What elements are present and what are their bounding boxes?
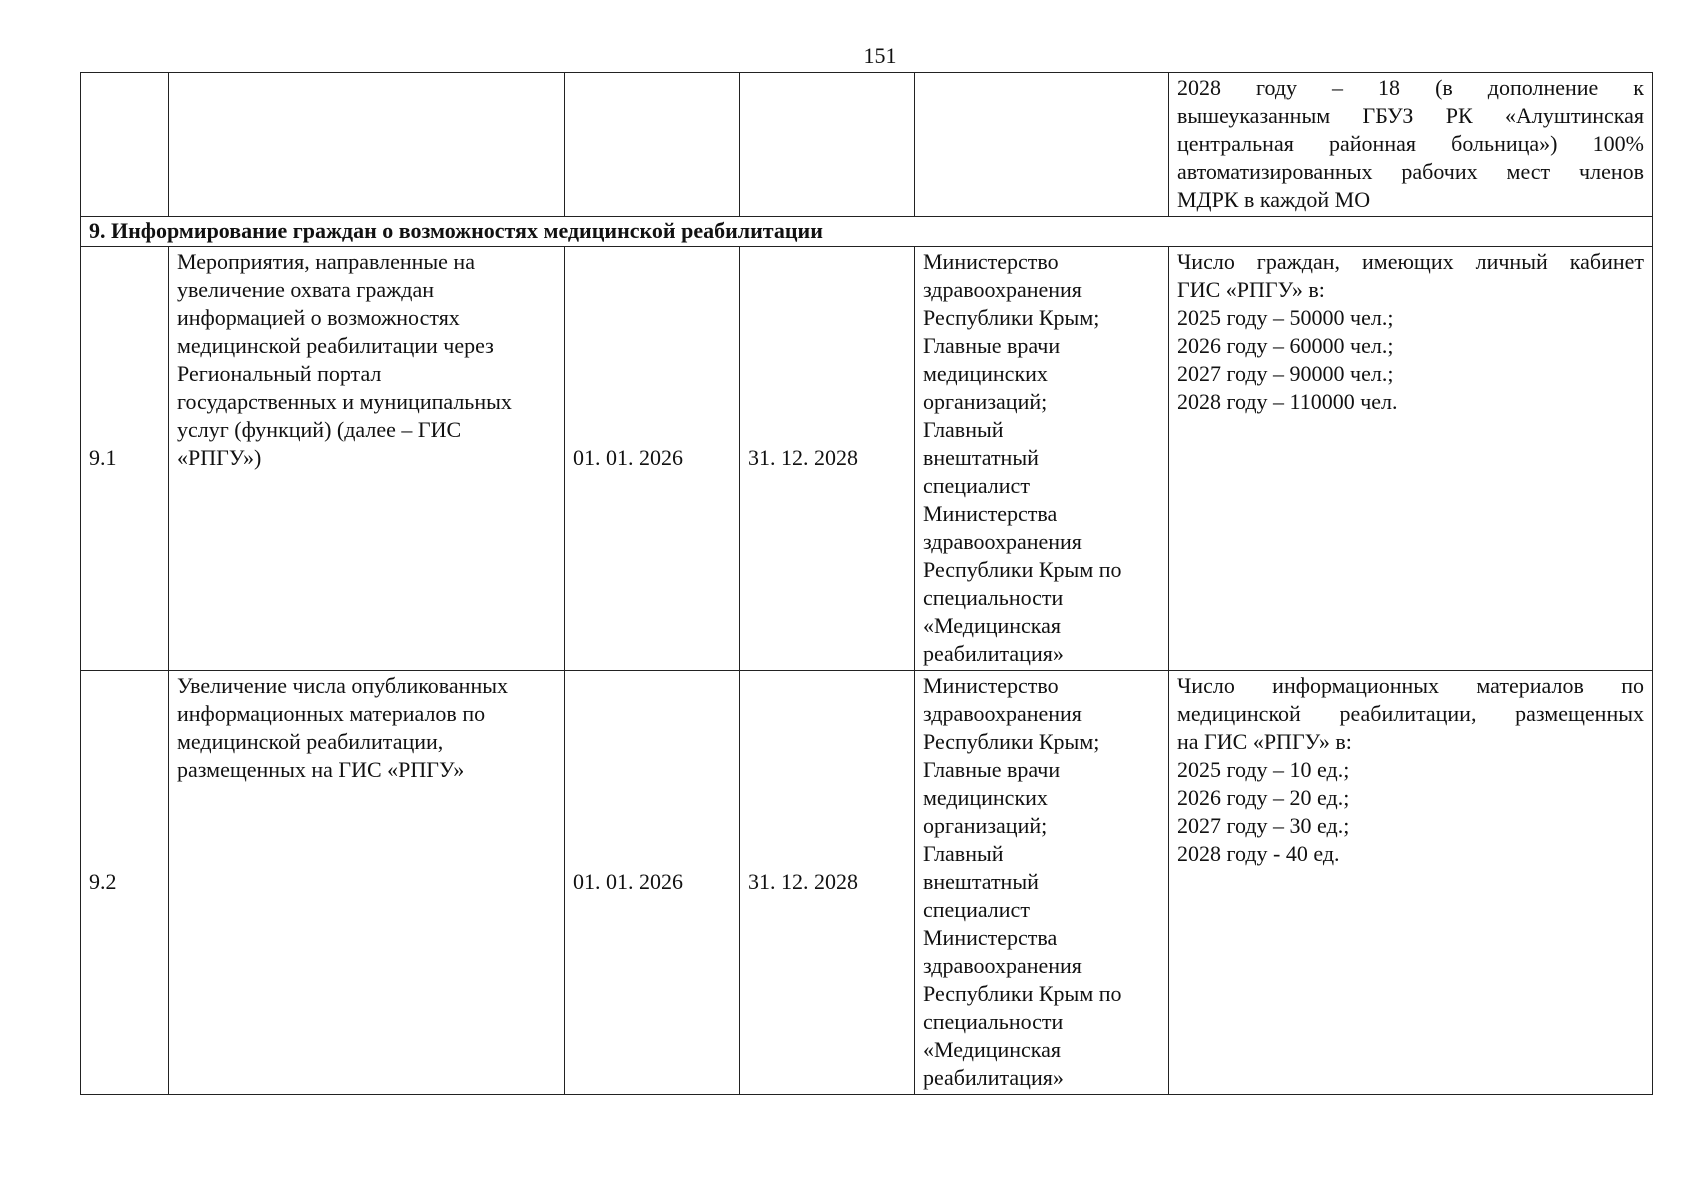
indicator-line: Число граждан, имеющих личный кабинет	[1177, 249, 1644, 274]
indicator-line: 2026 году – 20 ед.;	[1177, 785, 1350, 810]
responsible-line: Министерства	[923, 501, 1058, 526]
responsible-cell-empty	[915, 73, 1169, 217]
responsible-line: организаций;	[923, 813, 1048, 838]
indicator-line: ГИС «РПГУ» в:	[1177, 277, 1325, 302]
end-date: 31. 12. 2028	[740, 247, 915, 671]
indicator-line: 2027 году – 90000 чел.;	[1177, 361, 1394, 386]
end-date: 31. 12. 2028	[740, 671, 915, 1095]
activity-line: «РПГУ»)	[177, 445, 262, 470]
table-row	[81, 247, 1653, 671]
table-row-continuation	[81, 73, 1653, 217]
indicator-line: центральная районная больница») 100%	[1177, 131, 1644, 156]
indicator-line: 2028 году – 18 (в дополнение к	[1177, 75, 1644, 100]
activity-line: информацией о возможностях	[177, 305, 460, 330]
responsible-line: Республики Крым по	[923, 981, 1122, 1006]
indicator-line: 2028 году – 110000 чел.	[1177, 389, 1398, 414]
responsible-line: Главный	[923, 417, 1004, 442]
responsible-line: Республики Крым;	[923, 305, 1100, 330]
activity-line: государственных и муниципальных	[177, 389, 512, 414]
responsible-line: здравоохранения	[923, 529, 1082, 554]
indicator-line: Число информационных материалов по	[1177, 673, 1644, 698]
end-date-cell-empty	[740, 73, 915, 217]
indicator-line: 2025 году – 10 ед.;	[1177, 757, 1350, 782]
responsible-line: здравоохранения	[923, 701, 1082, 726]
start-date-cell-empty	[565, 73, 740, 217]
responsible-line: специалист	[923, 473, 1030, 498]
activity-line: информационных материалов по	[177, 701, 486, 726]
responsible-line: специальности	[923, 1009, 1064, 1034]
row-number: 9.1	[81, 247, 169, 671]
responsible-line: медицинских	[923, 361, 1048, 386]
plan-table	[80, 72, 1653, 1095]
responsible-line: Главные врачи	[923, 757, 1061, 782]
page-number: 151	[863, 43, 897, 68]
activity-cell-empty	[169, 73, 565, 217]
responsible-line: «Медицинская	[923, 1037, 1062, 1062]
responsible-line: «Медицинская	[923, 613, 1062, 638]
section-header-row	[81, 217, 1653, 247]
responsible-line: реабилитация»	[923, 641, 1064, 666]
indicator-cell	[1169, 671, 1653, 1095]
start-date: 01. 01. 2026	[565, 247, 740, 671]
responsible-line: организаций;	[923, 389, 1048, 414]
responsible-line: Министерство	[923, 249, 1059, 274]
indicator-cell	[1169, 247, 1653, 671]
indicator-cell	[1169, 73, 1653, 217]
responsible-line: Министерства	[923, 925, 1058, 950]
activity-line: услуг (функций) (далее – ГИС	[177, 417, 462, 442]
responsible-line: Республики Крым по	[923, 557, 1122, 582]
responsible-line: реабилитация»	[923, 1065, 1064, 1090]
responsible-cell	[915, 247, 1169, 671]
responsible-line: специальности	[923, 585, 1064, 610]
indicator-line: автоматизированных рабочих мест членов	[1177, 159, 1644, 184]
indicator-line: медицинской реабилитации, размещенных	[1177, 701, 1644, 726]
responsible-line: Главные врачи	[923, 333, 1061, 358]
responsible-cell	[915, 671, 1169, 1095]
indicator-line: на ГИС «РПГУ» в:	[1177, 729, 1352, 754]
responsible-line: Министерство	[923, 673, 1059, 698]
activity-line: Региональный портал	[177, 361, 382, 386]
responsible-line: внештатный	[923, 869, 1039, 894]
activity-cell	[169, 671, 565, 1095]
responsible-line: Республики Крым;	[923, 729, 1100, 754]
row-number: 9.2	[81, 671, 169, 1095]
activity-line: Мероприятия, направленные на	[177, 249, 475, 274]
responsible-line: Главный	[923, 841, 1004, 866]
indicator-line: 2027 году – 30 ед.;	[1177, 813, 1350, 838]
indicator-line: МДРК в каждой МО	[1177, 187, 1371, 212]
activity-line: Увеличение числа опубликованных	[177, 673, 508, 698]
table-row	[81, 671, 1653, 1095]
section-title: 9. Информирование граждан о возможностях медицинской реабилитации	[81, 217, 1653, 247]
indicator-line: 2025 году – 50000 чел.;	[1177, 305, 1394, 330]
activity-cell	[169, 247, 565, 671]
start-date: 01. 01. 2026	[565, 671, 740, 1095]
activity-line: медицинской реабилитации,	[177, 729, 444, 754]
indicator-line: 2026 году – 60000 чел.;	[1177, 333, 1394, 358]
responsible-line: медицинских	[923, 785, 1048, 810]
activity-line: увеличение охвата граждан	[177, 277, 435, 302]
indicator-line: 2028 году - 40 ед.	[1177, 841, 1340, 866]
responsible-line: здравоохранения	[923, 277, 1082, 302]
activity-line: медицинской реабилитации через	[177, 333, 494, 358]
responsible-line: специалист	[923, 897, 1030, 922]
activity-line: размещенных на ГИС «РПГУ»	[177, 757, 465, 782]
responsible-line: здравоохранения	[923, 953, 1082, 978]
responsible-line: внештатный	[923, 445, 1039, 470]
number-cell-empty	[81, 73, 169, 217]
indicator-line: вышеуказанным ГБУЗ РК «Алуштинская	[1177, 103, 1644, 128]
